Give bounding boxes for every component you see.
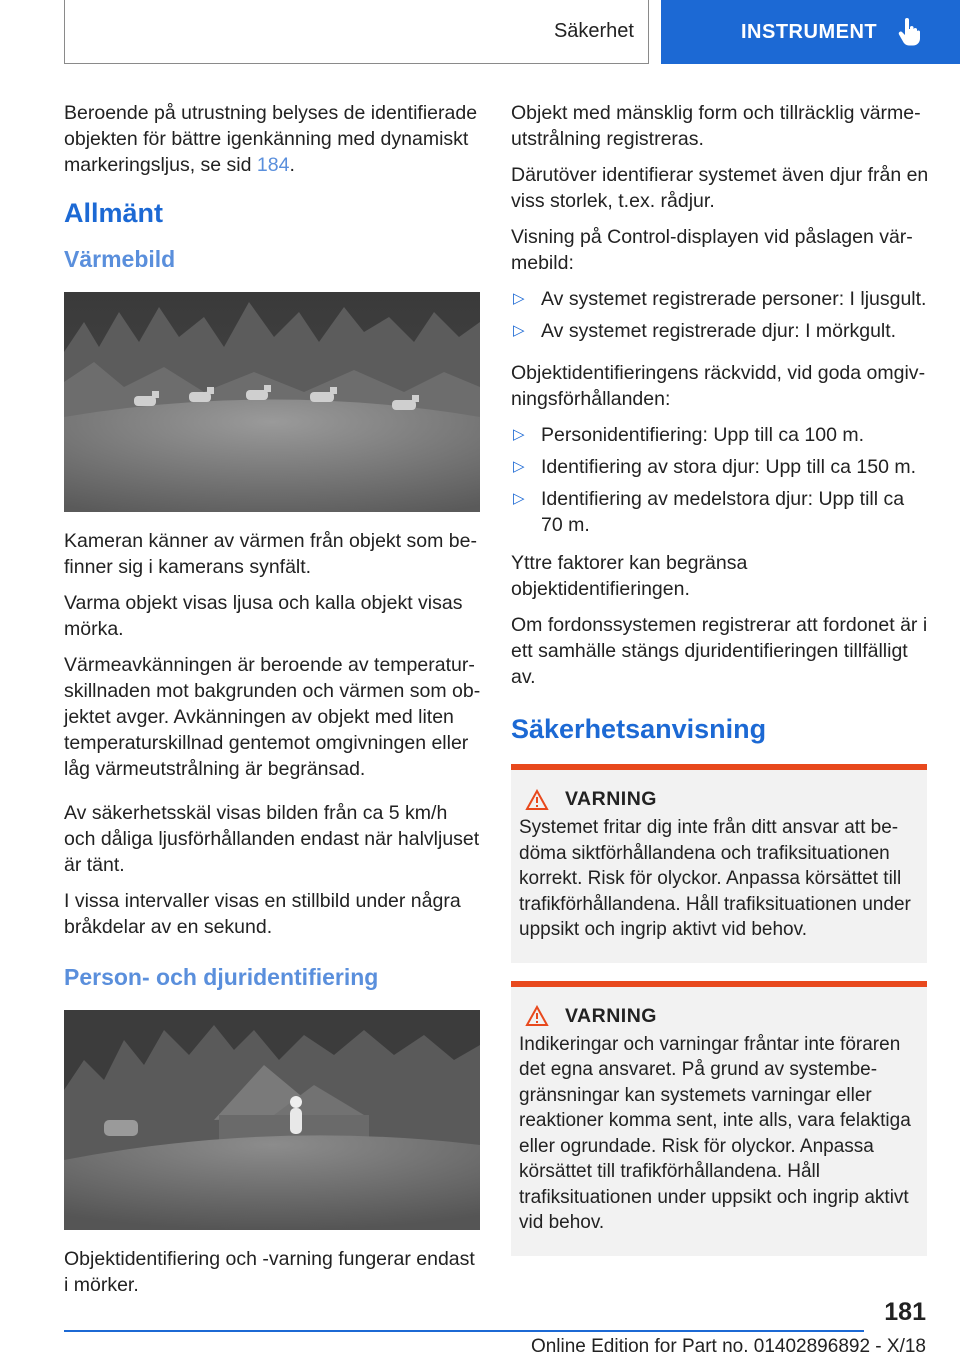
chapter-title: INSTRUMENT xyxy=(741,20,878,43)
paragraph-still-image: I vissa intervaller visas en stillbild under några bråkdelar av en sekund. xyxy=(64,890,461,938)
footer-divider xyxy=(64,1330,864,1332)
bullet-triangle-icon: ▷ xyxy=(513,290,525,307)
display-color-list xyxy=(511,286,929,344)
paragraph-display: Visning på Control-displayen vid påslagen värmebild: xyxy=(511,226,913,274)
bullet-triangle-icon: ▷ xyxy=(513,322,525,339)
footer-edition: Online Edition for Part no. 01402896892 - X/18 xyxy=(530,1336,926,1357)
bullet-triangle-icon: ▷ xyxy=(513,490,525,507)
list-item: ▷ Identifiering av medelstora djur: Upp till ca 70 m. xyxy=(513,488,905,536)
bullet-triangle-icon: ▷ xyxy=(513,426,525,443)
section-title: Säkerhet xyxy=(553,20,634,42)
paragraph-dark-only: Objektidentifiering och -varning fungerar endast i mörker. xyxy=(64,1248,475,1296)
list-item: ▷ Personidentifiering: Upp till ca 100 m. xyxy=(513,424,864,446)
bullet-triangle-icon: ▷ xyxy=(513,458,525,475)
paragraph-warm-objects: Varma objekt visas ljusa och kalla objekt visas mörka. xyxy=(64,592,463,640)
warning-box xyxy=(511,981,927,1256)
list-item: ▷ Av systemet registrerade djur: I mörkgult. xyxy=(513,320,897,342)
list-item: ▷ Identifiering av stora djur: Upp till ca 150 m. xyxy=(513,456,917,478)
heading-thermal-image: Värmebild xyxy=(64,246,176,272)
right-column xyxy=(511,100,929,1268)
heading-person-animal-detection: Person- och djuridentifiering xyxy=(64,964,379,990)
intro-paragraph: Beroende på utrustning belyses de identifierade objekten för bättre igenkänning med dynamiskt markeringsljus, se sid 184. xyxy=(64,102,478,176)
heading-general: Allmänt xyxy=(64,198,164,228)
list-item: ▷ Av systemet registrerade personer: I ljusgult. xyxy=(513,288,927,310)
paragraph-safety-speed: Av säkerhetsskäl visas bilden från ca 5 km/h och dåliga ljusförhållanden endast när halvljuset är tänt. xyxy=(64,802,480,876)
left-column xyxy=(64,100,482,1308)
warning-box xyxy=(511,764,927,963)
paragraph-camera: Kameran känner av värmen från objekt som befinner sig i kamerans synfält. xyxy=(64,530,477,578)
warning-text: Indikeringar och varningar fråntar inte föraren det egna ansvaret. På grund av systembegränsningar kan systemets varningar eller reaktioner komma sent, inte alls, vara felaktiga eller ogrundade. Risk för olyckor. Anpassa körsättet till trafikförhållandena. Håll trafiksituationen under uppsikt och ingrip aktivt vid behov. xyxy=(519,1033,911,1233)
chapter-tab[interactable] xyxy=(661,0,960,64)
range-list xyxy=(511,422,929,538)
warning-triangle-icon xyxy=(525,789,549,811)
page-number: 181 xyxy=(884,1298,926,1326)
paragraph-external-factors: Yttre faktorer kan begränsa objektidentifieringen. xyxy=(511,552,748,600)
paragraph-range: Objektidentifieringens räckvidd, vid goda omgivningsförhållanden: xyxy=(511,362,926,410)
paragraph-heat-detection: Värmeavkänningen är beroende av temperaturskillnaden mot bakgrunden och värmen som objektet avger. Avkänningen av objekt med liten temperaturskillnad gentemot omgivningen eller låg värmeutstrålning är begränsad. xyxy=(64,654,481,780)
warning-title: VARNING xyxy=(565,1004,657,1027)
warning-triangle-icon xyxy=(525,1005,549,1027)
paragraph-built-up-area: Om fordonssystemen registrerar att fordonet är i ett samhälle stängs djuridentifieringen tillfälligt av. xyxy=(511,614,928,688)
page-link[interactable]: 184 xyxy=(256,154,290,176)
pointing-hand-icon xyxy=(897,18,921,46)
warning-header xyxy=(519,1005,917,1028)
thermal-image-person-figure xyxy=(64,1010,480,1230)
thermal-image-animals-figure xyxy=(64,292,480,512)
paragraph-animals: Därutöver identifierar systemet även djur från en viss storlek, t.ex. rådjur. xyxy=(511,164,929,212)
warning-header xyxy=(519,788,917,811)
heading-safety-notice: Säkerhetsanvisning xyxy=(511,714,767,744)
section-header xyxy=(64,0,649,64)
paragraph-human-shape: Objekt med mänsklig form och tillräcklig värmeutstrålning registreras. xyxy=(511,102,921,150)
warning-text: Systemet fritar dig inte från ditt ansvar att bedöma siktförhållandena och trafiksituationen korrekt. Risk för olyckor. Anpassa körsättet till trafikförhållandena. Håll trafiksituationen under uppsikt och ingrip aktivt vid behov. xyxy=(519,817,911,940)
warning-title: VARNING xyxy=(565,788,657,810)
